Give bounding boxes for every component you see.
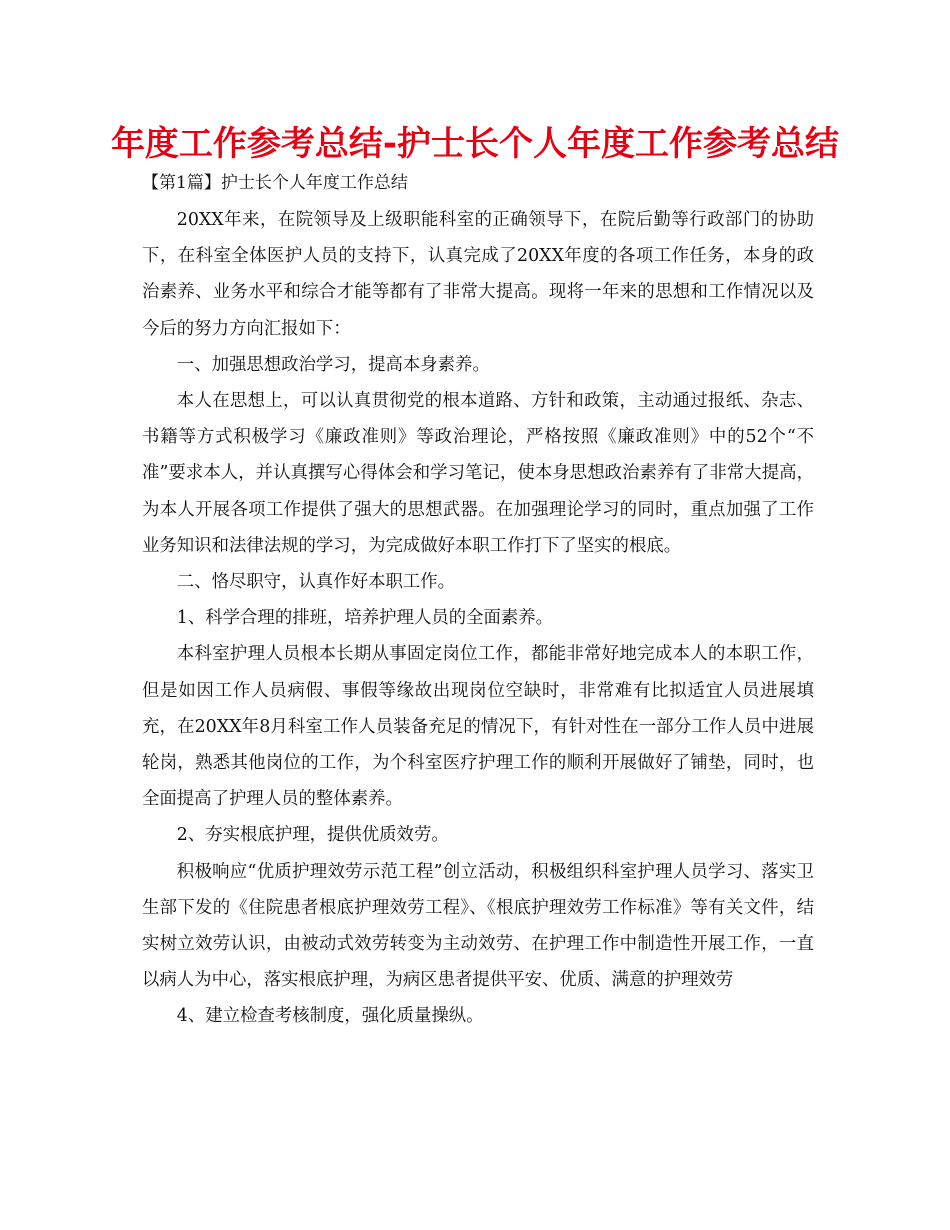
paragraph: 本科室护理人员根本长期从事固定岗位工作，都能非常好地完成本人的本职工作，但是如因工作人员病假、事假等缘故出现岗位空缺时，非常难有比拟适宜人员进展填充，在20XX年8月科室工作人员装备充足的情况下，有针对性在一部分工作人员中进展轮岗，熟悉其他岗位的工作，为个科室医疗护理工作的顺利开展做好了铺垫，同时，也全面提高了护理人员的整体素养。: [142, 644, 814, 810]
paragraph: 积极响应“优质护理效劳示范工程”创立活动，积极组织科室护理人员学习、落实卫生部下发的《住院患者根底护理效劳工程》、《根底护理效劳工作标准》等有关文件，结实树立效劳认识，由被动式效劳转变为主动效劳、在护理工作中制造性开展工作，一直以病人为中心，落实根底护理，为病区患者提供平安、优质、满意的护理效劳: [142, 861, 814, 991]
document-title: 年度工作参考总结-护士长个人年度工作参考总结: [110, 124, 840, 164]
section-heading: 【第1篇】护士长个人年度工作总结: [142, 173, 408, 193]
document-body: [142, 202, 814, 1035]
paragraph: 本人在思想上，可以认真贯彻党的根本道路、方针和政策，主动通过报纸、杂志、书籍等方式积极学习《廉政准则》等政治理论，严格按照《廉政准则》中的52个“不准”要求本人，并认真撰写心得体会和学习笔记，使本身思想政治素养有了非常大提高，为本人开展各项工作提供了强大的思想武器。在加强理论学习的同时，重点加强了工作业务知识和法律法规的学习，为完成做好本职工作打下了坚实的根底。: [142, 391, 814, 556]
paragraph: 1、科学合理的排班，培养护理人员的全面素养。: [176, 608, 554, 629]
paragraph: 2、夯实根底护理，提供优质效劳。: [176, 825, 449, 846]
paragraph: 20XX年来，在院领导及上级职能科室的正确领导下，在院后勤等行政部门的协助下，在科室全体医护人员的支持下，认真完成了20XX年度的各项工作任务，本身的政治素养、业务水平和综合才能等都有了非常大提高。现将一年来的思想和工作情况以及今后的努力方向汇报如下：: [142, 210, 814, 339]
paragraph: 4、建立检查考核制度，强化质量操纵。: [176, 1006, 484, 1027]
paragraph: 二、恪尽职守，认真作好本职工作。: [176, 572, 456, 593]
paragraph: 一、加强思想政治学习，提高本身素养。: [176, 354, 490, 375]
